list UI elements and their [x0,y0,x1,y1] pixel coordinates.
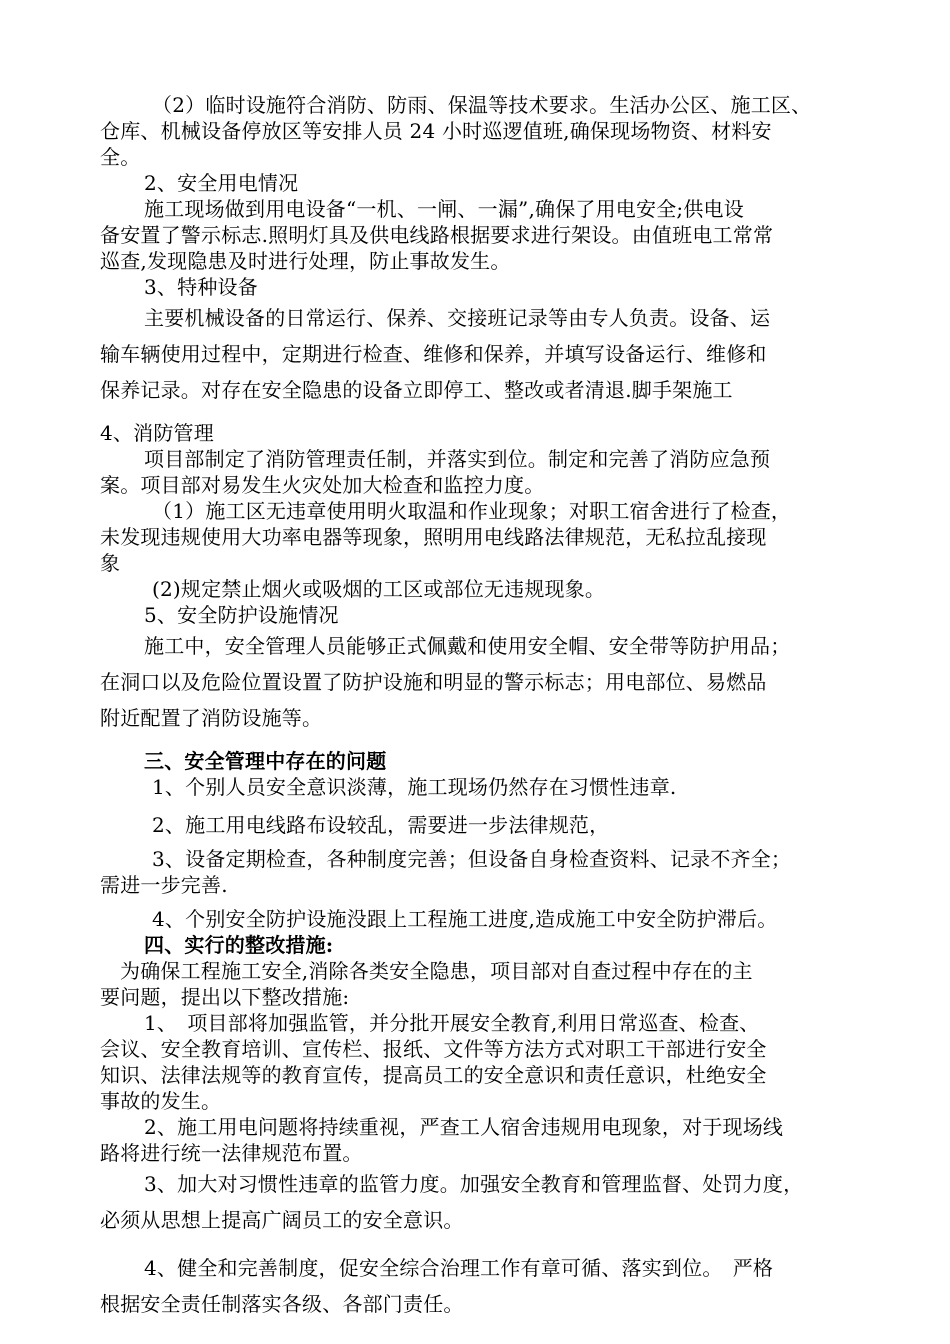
text-line: 仓库、机械设备停放区等安排人员 24 小时巡逻值班,确保现场物资、材料安 [100,119,772,143]
text-line: 根据安全责任制落实各级、各部门责任。 [100,1292,464,1316]
text-line: 附近配置了消防设施等。 [100,706,323,730]
text-line: 巡查,发现隐患及时进行处理，防止事故发生。 [100,249,511,273]
text-line: 输车辆使用过程中，定期进行检查、维修和保养，并填写设备运行、维修和 [100,342,767,366]
text-line: 3、加大对习惯性违章的监管力度。加强安全教育和管理监督、处罚力度， [144,1172,804,1196]
text-line: 象 [100,551,121,575]
text-line: 未发现违规使用大功率电器等现象，照明用电线路法律规范，无私拉乱接现 [100,525,767,549]
text-line: （1）施工区无违章使用明火取温和作业现象；对职工宿舍进行了检查， [152,499,792,523]
text-line: 2、安全用电情况 [144,171,299,195]
text-line: 施工现场做到用电设备“一机、一闸、一漏”,确保了用电安全;供电设 [144,197,744,221]
section-heading: 四、实行的整改措施: [144,933,334,957]
text-line: 保养记录。对存在安全隐患的设备立即停工、整改或者清退.脚手架施工 [100,378,733,402]
text-line: 知识、法律法规等的教育宣传，提高员工的安全意识和责任意识，杜绝安全 [100,1063,767,1087]
text-line: 要问题，提出以下整改措施: [100,985,350,1009]
text-line: 3、特种设备 [144,275,258,299]
text-line: （2）临时设施符合消防、防雨、保温等技术要求。生活办公区、施工区、 [152,93,812,117]
text-line: 案。项目部对易发生火灾处加大检查和监控力度。 [100,473,545,497]
text-line: 1、个别人员安全意识淡薄，施工现场仍然存在习惯性违章. [152,775,677,799]
text-line: 5、安全防护设施情况 [144,603,339,627]
text-line: 全。 [100,145,141,169]
text-line: 1、 项目部将加强监管，并分批开展安全教育,利用日常巡查、检查、 [144,1011,760,1035]
text-line: 需进一步完善. [100,873,228,897]
text-line: 施工中，安全管理人员能够正式佩戴和使用安全帽、安全带等防护用品； [144,634,791,658]
text-line: 4、个别安全防护设施没跟上工程施工进度,造成施工中安全防护滞后。 [152,907,778,931]
text-line: 为确保工程施工安全,消除各类安全隐患，项目部对自查过程中存在的主 [120,959,753,983]
text-line: 2、施工用电线路布设较乱，需要进一步法律规范， [152,813,610,837]
text-line: 3、设备定期检查，各种制度完善；但设备自身检查资料、记录不齐全； [152,847,792,871]
text-line: 在洞口以及危险位置设置了防护设施和明显的警示标志；用电部位、易燃品 [100,670,767,694]
section-heading: 三、安全管理中存在的问题 [144,749,387,773]
text-line: 必须从思想上提高广阔员工的安全意识。 [100,1208,464,1232]
text-line: 会议、安全教育培训、宣传栏、报纸、文件等方法方式对职工干部进行安全 [100,1037,767,1061]
text-line: (2)规定禁止烟火或吸烟的工区或部位无违规现象。 [152,577,606,601]
text-line: 4、健全和完善制度，促安全综合治理工作有章可循、落实到位。 严格 [144,1256,774,1280]
text-line: 主要机械设备的日常运行、保养、交接班记录等由专人负责。设备、运 [144,306,771,330]
text-line: 事故的发生。 [100,1089,222,1113]
text-line: 备安置了警示标志.照明灯具及供电线路根据要求进行架设。由值班电工常常 [100,223,774,247]
text-line: 4、消防管理 [100,421,214,445]
document-body [100,92,860,1322]
text-line: 项目部制定了消防管理责任制，并落实到位。制定和完善了消防应急预 [144,447,771,471]
text-line: 2、施工用电问题将持续重视，严查工人宿舍违规用电现象，对于现场线 [144,1115,784,1139]
text-line: 路将进行统一法律规范布置。 [100,1141,363,1165]
